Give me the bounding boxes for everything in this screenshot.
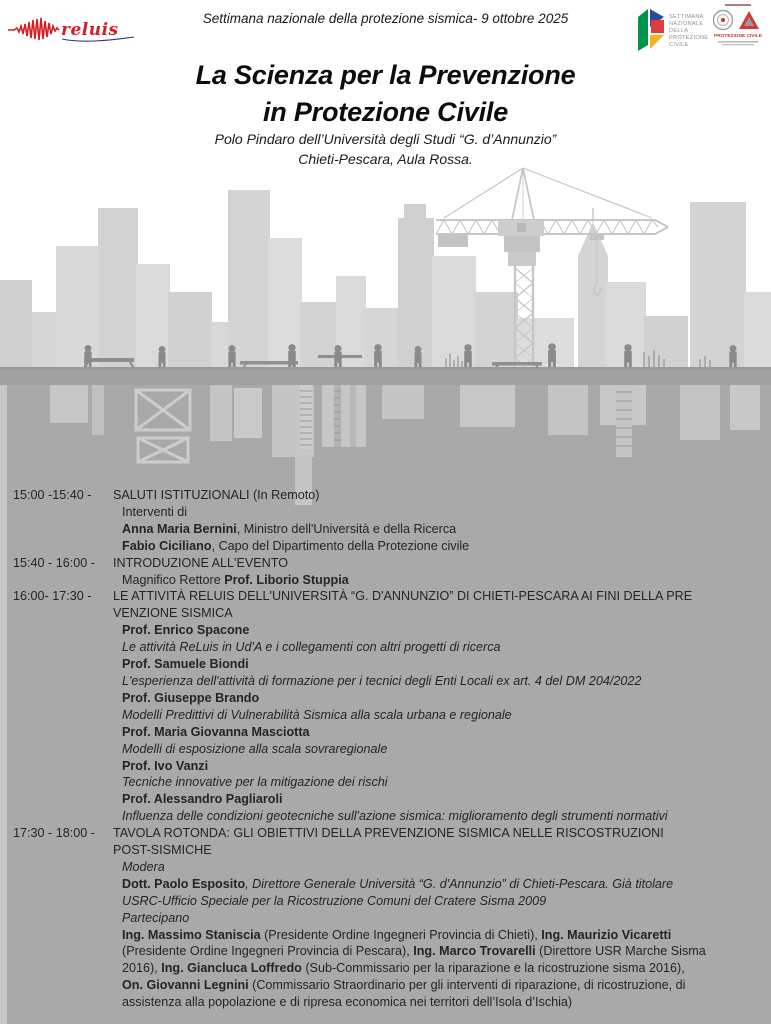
schedule-text: Partecipano [122, 910, 190, 925]
schedule-text: Prof. Ivo Vanzi [122, 758, 209, 773]
schedule-line [122, 673, 768, 690]
pc-top-caption-bar [725, 4, 751, 6]
pc-caption-bar [722, 44, 754, 45]
schedule-line [122, 943, 768, 960]
protezione-civile-triangle-icon [739, 11, 759, 29]
schedule-text: (Direttore USR Marche Sisma [535, 944, 706, 959]
schedule-time: 15:40 - 16:00 - [13, 555, 95, 570]
page-title-line1: La Scienza per la Prevenzione [195, 60, 576, 90]
schedule-line [122, 538, 768, 555]
schedule-text: Prof. Giuseppe Brando [122, 690, 260, 705]
schedule-line [122, 521, 768, 538]
schedule-text: INTRODUZIONE ALL'EVENTO [113, 555, 289, 570]
schedule-line [122, 910, 768, 927]
schedule-line [122, 758, 768, 775]
schedule-text: USRC-Ufficio Speciale per la Ricostruzione Comuni del Cratere Sisma 2009 [122, 893, 547, 908]
schedule-text: Modera [122, 859, 165, 874]
schedule-line [13, 825, 768, 842]
schedule-line [122, 859, 768, 876]
schedule-text: POST-SISMICHE [113, 843, 212, 858]
city-skyline [0, 190, 771, 376]
page-title [0, 57, 771, 131]
schedule-text: Prof. Samuele Biondi [122, 657, 249, 672]
platform-beam-body [0, 370, 771, 385]
schedule-line [122, 893, 768, 910]
schedule-text: , Ministro dell'Università e della Ricerca [236, 521, 457, 536]
schedule-text: Ing. Giancluca Loffredo [161, 961, 302, 976]
schedule-line [122, 994, 768, 1011]
italy-emblem-icon [714, 11, 733, 30]
schedule-text: VENZIONE SISMICA [113, 606, 233, 621]
schedule-line [122, 724, 768, 741]
schedule-text: L'esperienza dell'attività di formazione per i tecnici degli Enti Locali ex art. 4 del DM 204/2022 [122, 673, 642, 688]
schedule-line [122, 639, 768, 656]
schedule-text: Ing. Massimo Staniscia [122, 927, 261, 942]
reluis-wordmark: reluis [61, 20, 119, 40]
schedule-line [122, 656, 768, 673]
schedule-text: Modelli Predittivi di Vulnerabilità Sismica alla scala urbana e regionale [122, 707, 512, 722]
schedule-text: Ing. Marco Trovarelli [413, 944, 536, 959]
schedule-text: assistenza alla popolazione e di ripresa economica nei territori dell’Isola d’Ischia) [122, 995, 573, 1010]
schedule-text: (Presidente Ordine Ingegneri Provincia di Chieti), [260, 927, 542, 942]
schedule-line [122, 741, 768, 758]
schedule-line [122, 960, 768, 977]
schedule-text: Magnifico Rettore [122, 572, 225, 587]
schedule-text: Le attività ReLuis in Ud'A e i collegamenti con altri progetti di ricerca [122, 640, 501, 655]
schedule-line [122, 808, 768, 825]
snpc-text-line: DELLA [669, 28, 689, 34]
venue-line1: Polo Pindaro dell’Università degli Studi “G. d’Annunzio” [214, 131, 557, 147]
schedule-text: SALUTI ISTITUZIONALI (In Remoto) [113, 488, 320, 502]
schedule-text: Prof. Enrico Spacone [122, 623, 250, 638]
schedule-line [122, 791, 768, 808]
schedule-line [13, 588, 768, 605]
schedule-line [122, 927, 768, 944]
schedule-text: Prof. Liborio Stuppia [224, 572, 349, 587]
schedule-text: Dott. Paolo Esposito [122, 876, 246, 891]
schedule-text: LE ATTIVITÀ RELUIS DELL'UNIVERSITÀ “G. D'ANNUNZIO” DI CHIETI-PESCARA AI FINI DELLA PRE [113, 589, 693, 604]
snpc-text-line: SETTIMANA [669, 14, 704, 20]
schedule-line [13, 487, 768, 504]
venue-subtitle [0, 129, 771, 169]
schedule-text: (Presidente Ordine Ingegneri Provincia di Pescara), [122, 944, 414, 959]
schedule-text: (Sub-Commissario per la riparazione e la ricostruzione sisma 2016), [301, 961, 685, 976]
schedule-text: , Direttore Generale Università “G. d'Annunzio” di Chieti-Pescara. Già titolare [245, 876, 674, 891]
schedule-text: , Capo del Dipartimento della Protezione civile [211, 538, 470, 553]
event-week-line: Settimana nazionale della protezione sismica- 9 ottobre 2025 [202, 11, 569, 26]
schedule-text: Prof. Alessandro Pagliaroli [122, 792, 283, 807]
schedule-line [122, 572, 768, 589]
schedule-text: Anna Maria Bernini [122, 521, 237, 536]
protezione-civile-week-logo [636, 7, 710, 59]
schedule-text: Prof. Maria Giovanna Masciotta [122, 724, 310, 739]
snpc-text-line: CIVILE [669, 42, 689, 48]
snpc-text-line: PROTEZIONE [669, 35, 709, 41]
schedule [13, 487, 768, 1011]
schedule-text: 2016), [122, 961, 162, 976]
pc-caption-bar [718, 41, 758, 43]
schedule-text: Influenza delle condizioni geotecniche sull'azione sismica: miglioramento degli strumenti normativi [122, 809, 668, 824]
schedule-line [122, 977, 768, 994]
schedule-line [13, 555, 768, 572]
schedule-text: Ing. Maurizio Vicaretti [541, 927, 672, 942]
schedule-line [122, 504, 768, 521]
schedule-text: (Commissario Straordinario per gli interventi di riparazione, di ricostruzione, di [248, 978, 686, 993]
snpc-pinwheel-icon [638, 9, 664, 51]
schedule-text: Fabio Ciciliano [122, 538, 212, 553]
schedule-text: Modelli di esposizione alla scala sovraregionale [122, 741, 388, 756]
schedule-text: Tecniche innovative per la mitigazione dei rischi [122, 775, 388, 790]
snpc-text-line: NAZIONALE [669, 21, 704, 27]
schedule-line [122, 774, 768, 791]
schedule-text: TAVOLA ROTONDA: GLI OBIETTIVI DELLA PREVENZIONE SISMICA NELLE RISCOSTRUZIONI [113, 826, 664, 841]
schedule-line [122, 707, 768, 724]
schedule-line [122, 622, 768, 639]
schedule-time: 16:00- 17:30 - [13, 589, 92, 604]
pc-wordmark: PROTEZIONE CIVILE [714, 34, 762, 39]
schedule-text: Interventi di [122, 504, 188, 519]
schedule-line [122, 690, 768, 707]
schedule-text: On. Giovanni Legnini [122, 978, 249, 993]
protezione-civile-logo [710, 3, 766, 61]
page-title-line2: in Protezione Civile [262, 97, 509, 127]
schedule-time: 15:00 -15:40 - [13, 488, 92, 502]
schedule-line [122, 876, 768, 893]
schedule-line [113, 842, 768, 859]
schedule-time: 17:30 - 18:00 - [13, 826, 95, 841]
venue-line2: Chieti-Pescara, Aula Rossa. [298, 151, 473, 167]
schedule-line [113, 605, 768, 622]
